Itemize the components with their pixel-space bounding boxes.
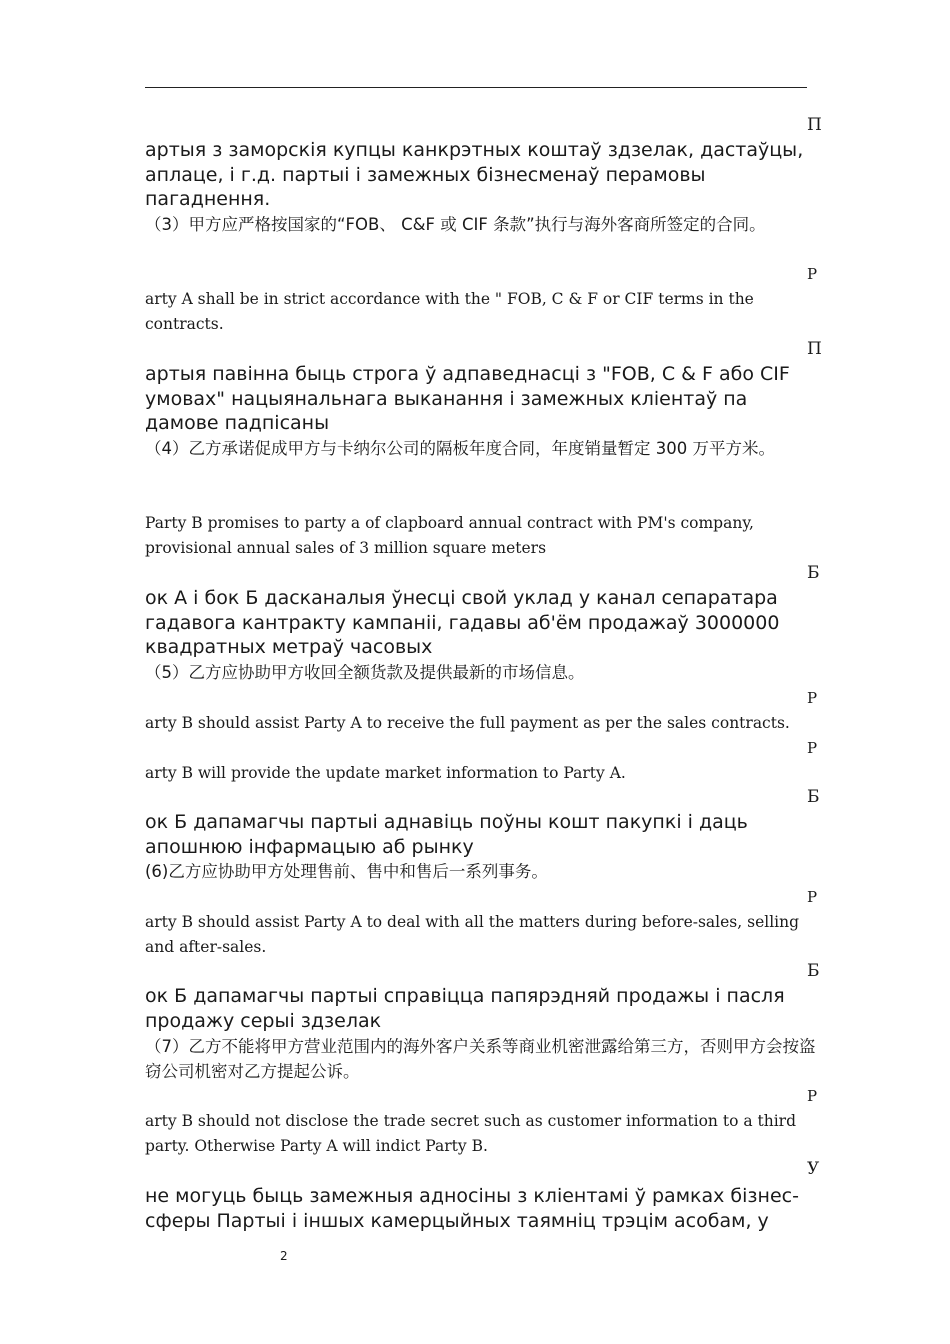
drop-cap: Б [807,787,820,807]
drop-cap: P [807,888,818,906]
paragraph-chinese: (6)乙方应协助甲方处理售前、售中和售后一系列事务。 [145,862,548,881]
paragraph-english: arty A shall be in strict accordance with the " FOB, C & F or CIF terms in the contracts. [145,290,754,333]
paragraph-chinese: （3）甲方应严格按国家的“FOB、 C&F 或 CIF 条款”执行与海外客商所签定的合同。 [145,215,766,234]
paragraph-english: arty B should not disclose the trade secret such as customer information to a third party. Otherwise Party A will indict Party B. [145,1112,796,1155]
paragraph-belarusian: артыя павінна быць строга ў адпаведнасці з "FOB, C & F або CIF умовах" нацыянальнага выканання і замежных кліентаў па дамове падпісаны [145,363,790,434]
page-number: 2 [280,1249,288,1263]
paragraph-belarusian: не могуць быць замежныя адносіны з кліентамі ў рамках бізнес-сферы Партыі і іншых камерцыйных таямніц трэцім асобам, у [145,1185,799,1232]
drop-cap: П [807,339,822,359]
paragraph-english: arty B will provide the update market information to Party A. [145,764,626,782]
header-rule [145,87,807,88]
paragraph-english: Party B promises to party a of clapboard annual contract with PM's company, provisional annual sales of 3 million square meters [145,514,754,557]
drop-cap: У [807,1159,820,1179]
paragraph-english: arty B should assist Party A to deal with all the matters during before-sales, selling and after-sales. [145,913,800,956]
paragraph-belarusian: ок Б дапамагчы партыі аднавіць поўны кошт пакупкі і даць апошнюю інфармацыю аб рынку [145,811,748,858]
drop-cap: P [807,689,818,707]
paragraph-chinese: （7）乙方不能将甲方营业范围内的海外客户关系等商业机密泄露给第三方，否则甲方会按盗窃公司机密对乙方提起公诉。 [145,1037,816,1081]
drop-cap: P [807,1087,818,1105]
drop-cap: Б [807,961,820,981]
drop-cap: Б [807,563,820,583]
paragraph-chinese: （5）乙方应协助甲方收回全额货款及提供最新的市场信息。 [145,663,585,682]
paragraph-belarusian: артыя з заморскія купцы канкрэтных коштаў здзелак, дастаўцы, аплаце, і г.д. партыі і замежных бізнесменаў перамовы пагаднення. [145,139,804,210]
paragraph-chinese: （4）乙方承诺促成甲方与卡纳尔公司的隔板年度合同，年度销量暂定 300 万平方米。 [145,439,775,458]
drop-cap: П [807,115,822,135]
paragraph-english: arty B should assist Party A to receive the full payment as per the sales contracts. [145,714,790,732]
paragraph-belarusian: ок А і бок Б дасканалыя ўнесці свой уклад у канал сепаратара гадавога кантракту кампаніі, гадавы аб'ём продажаў 3000000 квадратных метраў часовых [145,587,780,658]
drop-cap: P [807,265,818,283]
paragraph-belarusian: ок Б дапамагчы партыі справіцца папярэдняй продажы і пасля продажу серыі здзелак [145,985,785,1032]
drop-cap: P [807,739,818,757]
